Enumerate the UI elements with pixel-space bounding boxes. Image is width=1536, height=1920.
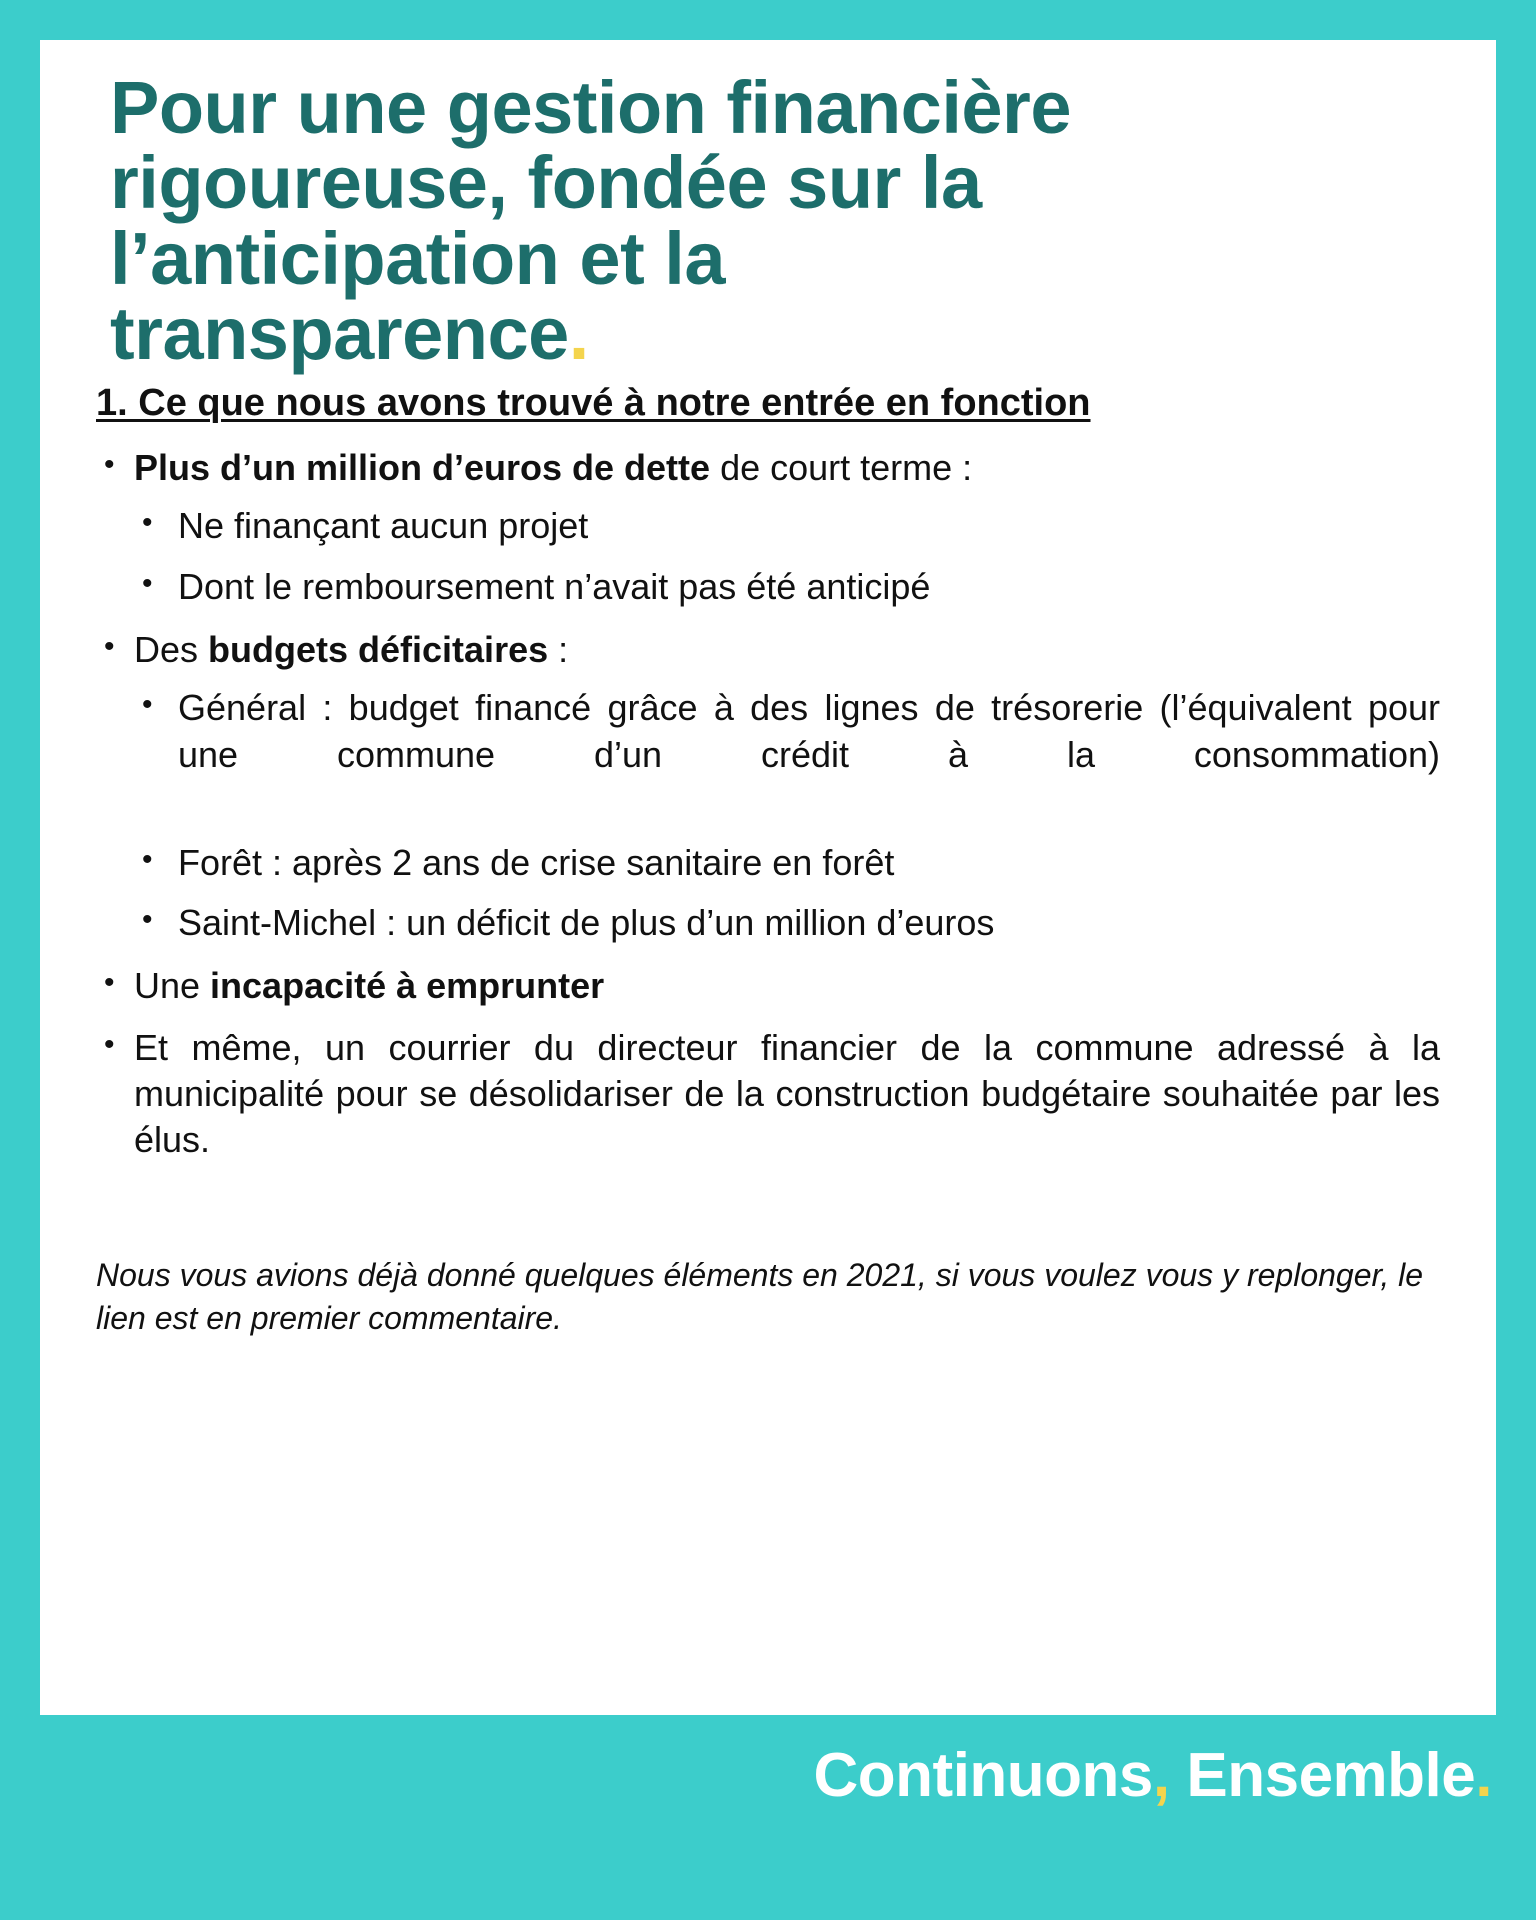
bullet-list-level2 xyxy=(134,685,1440,947)
list-item xyxy=(134,564,1440,611)
sub-bullet-text: Général : budget financé grâce à des lignes de trésorerie (l’équivalent pour une commune d’un crédit à la consommation) xyxy=(178,687,1440,775)
footer-word-1: Continuons xyxy=(813,1741,1153,1810)
section-heading xyxy=(96,380,1096,428)
footer-accent-comma: , xyxy=(1152,1741,1170,1810)
footer-slogan xyxy=(0,1740,1536,1811)
bullet-list-level1 xyxy=(96,445,1440,1209)
title-accent-dot: . xyxy=(568,292,589,376)
bullet-rest: : xyxy=(548,629,569,671)
content-card xyxy=(40,40,1496,1715)
list-item xyxy=(96,963,1440,1009)
bullet-rest: de court terme : xyxy=(710,447,973,489)
sub-bullet-text: Dont le remboursement n’avait pas été anticipé xyxy=(178,566,931,608)
bullet-list-level2 xyxy=(134,503,1440,611)
page-title-text: Pour une gestion financière rigoureuse, fondée sur la l’anticipation et la transparence xyxy=(110,66,1072,376)
footer-word-2: Ensemble xyxy=(1169,1741,1476,1810)
list-item xyxy=(134,900,1440,947)
list-item xyxy=(96,627,1440,947)
footnote: Nous vous avions déjà donné quelques éléments en 2021, si vous voulez vous y replonger, le lien est en premier commentaire. xyxy=(96,1256,1424,1337)
page-title xyxy=(96,66,1170,376)
sub-bullet-text: Forêt : après 2 ans de crise sanitaire en forêt xyxy=(178,841,895,883)
sub-bullet-text: Ne finançant aucun projet xyxy=(178,505,589,547)
list-item xyxy=(96,445,1440,611)
bullet-bold-lead: incapacité à emprunter xyxy=(210,965,605,1007)
bullet-bold-lead: budgets déficitaires xyxy=(208,629,549,671)
sub-bullet-text: Saint-Michel : un déficit de plus d’un million d’euros xyxy=(178,902,995,944)
bullet-rest: Et même, un courrier du directeur financier de la commune adressé à la municipalité pour se désolidariser de la construction budgétaire souhaitée par les élus. xyxy=(134,1027,1440,1161)
list-item xyxy=(134,503,1440,550)
footer-accent-period: . xyxy=(1475,1741,1492,1810)
list-item xyxy=(134,685,1440,825)
section-heading-text: 1. Ce que nous avons trouvé à notre entrée en fonction xyxy=(96,381,1091,424)
bullet-bold-lead: Plus d’un million d’euros de dette xyxy=(134,447,711,489)
list-item xyxy=(96,1025,1440,1209)
bullet-prefix: Une xyxy=(134,965,211,1007)
list-item xyxy=(134,840,1440,887)
bullet-prefix: Des xyxy=(134,629,209,671)
